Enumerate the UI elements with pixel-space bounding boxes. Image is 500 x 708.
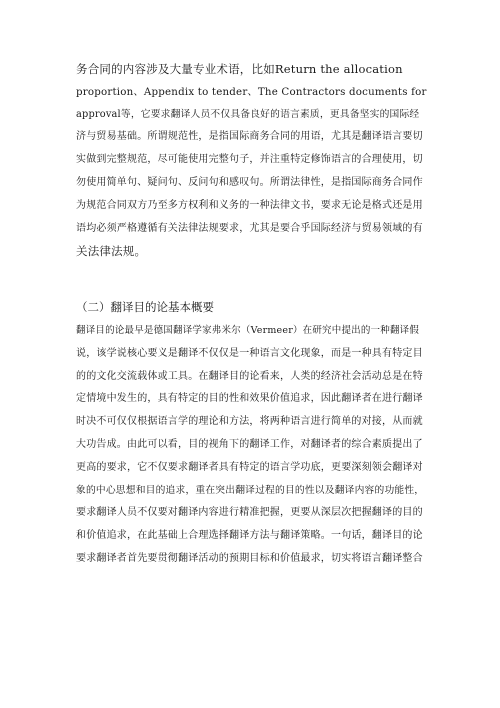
text-line: 要求翻译人员不仅要对翻译内容进行精准把握，更要从深层次把握翻译的目的 bbox=[76, 507, 423, 519]
text-line: 说，该学说核心要义是翻译不仅仅是一种语言文化现象，而是一种具有特定目 bbox=[76, 347, 423, 359]
text-line: 实做到完整规范，尽可能使用完整句子，并注重特定修饰语言的合理使用，切 bbox=[76, 154, 423, 166]
paragraph-contract-language bbox=[76, 58, 427, 263]
text-line: 要求翻译者首先要贯彻翻译活动的预期目标和价值最求，切实将语言翻译整合 bbox=[76, 552, 423, 564]
text-line: 勿使用简单句、疑问句、反问句和感叹句。所谓法律性，是指国际商务合同作 bbox=[76, 176, 423, 188]
text-line: 更高的要求，它不仅要求翻译者具有特定的语言学功底，更要深刻领会翻译对 bbox=[76, 461, 423, 473]
section-heading: （二）翻译目的论基本概要 bbox=[76, 300, 214, 314]
text-line: 务合同的内容涉及大量专业术语，比如Return the allocation bbox=[76, 62, 403, 76]
text-line: 定情境中发生的，具有特定的目的性和效果价值追求，因此翻译者在进行翻译 bbox=[76, 393, 423, 405]
text-line: proportion、Appendix to tender、The Contractors documents for bbox=[76, 85, 427, 98]
text-line: approval等，它要求翻译人员不仅具备良好的语言素质，更具备坚实的国际经 bbox=[76, 108, 420, 120]
text-line: 大功告成。由此可以看，目的视角下的翻译工作，对翻译者的综合素质提出了 bbox=[76, 438, 423, 450]
text-line: 象的中心思想和目的追求，重在突出翻译过程的目的性以及翻译内容的功能性， bbox=[76, 484, 425, 496]
text-line: 关法律法规。 bbox=[76, 244, 147, 259]
text-line: 的的文化交流载体或工具。在翻译目的论看来，人类的经济社会活动总是在特 bbox=[76, 370, 423, 382]
text-line: 翻译目的论最早是德国翻译学家弗米尔（Vermeer）在研究中提出的一种翻译假 bbox=[76, 325, 420, 336]
paragraph-skopos-theory bbox=[76, 320, 427, 571]
text-line: 济与贸易基础。所谓规范性，是指国际商务合同的用语，尤其是翻译语言要切 bbox=[76, 131, 423, 143]
text-line: 为规范合同双方乃至多方权利和义务的一种法律文书，要求无论是格式还是用 bbox=[76, 199, 423, 211]
text-line: 时决不可仅仅根据语言学的理论和方法，将两种语言进行简单的对接，从而就 bbox=[76, 416, 423, 428]
text-line: 和价值追求，在此基础上合理选择翻译方法与翻译策略。一句话，翻译目的论 bbox=[76, 530, 423, 542]
text-line: 语均必须严格遵循有关法律法规要求，尤其是要合乎国际经济与贸易领域的有 bbox=[76, 222, 423, 234]
